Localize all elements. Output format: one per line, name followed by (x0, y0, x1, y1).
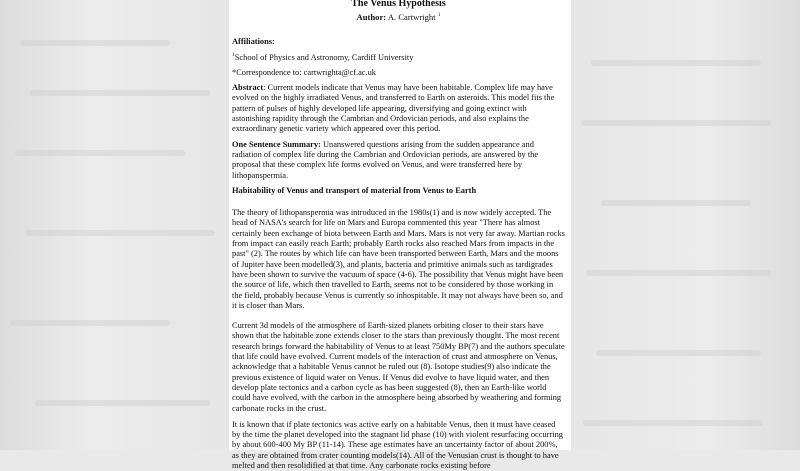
author-superscript: 1 (437, 12, 441, 19)
summary-label: One Sentence Summary: (232, 139, 321, 149)
abstract-text: : Current models indicate that Venus may have been habitable. Complex life may have evolved on the highly irradiated Venus, and transferred to Earth on asteroids. This model fits the pattern of pulses of highly developed life appearing, diversifying and going extinct with astonishing rapidity through the Cambrian and Ordovician periods, and also explains the extraordinary genetic variety which appeared over this period. (232, 83, 555, 134)
left-background (0, 0, 229, 450)
paragraph-2: Current 3d models of the atmosphere of Earth-sized planets orbiting closer to their stars have shown that the habitable zone extends closer to the stars than previously thought. The most recent research brings forward the habitability of Venus to at least 750My BP(7) and the authors speculate that life could have evolved. Current models of the interaction of crust and atmosphere on Venus, acknowledge that a habitable Venus cannot be ruled out (8). Isotope studies(9) also indicate the previous existence of liquid water on Venus. If Venus did evolve to have liquid water, and then develop plate tectonics and a carbon cycle as has been suggested (8), then an Earth-like world could have evolved, with the carbon in the atmosphere being absorbed by weathering and forming carbonate rocks in the crust. (232, 321, 565, 413)
paragraph-1: The theory of lithopanspermia was introduced in the 1980s(1) and is now widely accepted. The head of NASA's search for life on Mars and Europa commented this year "There has almost certainly been exchange of biota between Earth and Mars. Mars is not very far away. Martian rocks from impact can easily reach Earth; probably Earth rocks also reached Mars from impacts in the past" (2). The routes by which life can have been transported between Earth, Mars and the moons of Jupiter have been modelled(3), and plants, bacteria and primitive animals such as tardigrades have been shown to survive the vacuum of space (4-6). The possibility that Venus might have been the source of life, which then travelled to Earth, seems not to be considered by those working in the field, probably because Venus is currently so inhospitable. It may not always have been so, and it is closer than Mars. (232, 208, 565, 310)
one-sentence-summary (232, 140, 565, 181)
section-heading: Habitability of Venus and transport of material from Venus to Earth (232, 185, 477, 195)
affiliations-heading: Affiliations: (232, 37, 275, 47)
paper-page (229, 0, 571, 470)
paper-title: The Venus Hypothesis (351, 0, 446, 9)
affiliation-text: School of Physics and Astronomy, Cardiff University (234, 52, 414, 62)
affiliation (232, 53, 565, 63)
abstract-label: Abstract (232, 83, 264, 93)
summary-text: Unanswered questions arising from the sudden appearance and radiation of complex life during the Cambrian and Ordovician periods, are answered by the proposal that these complex life forms evolved on Venus, and were transferred here by lithopanspermia. (232, 139, 539, 180)
correspondence: *Correspondence to: cartwrighta@cf.ac.uk (232, 67, 376, 77)
paragraph-3: It is known that if plate tectonics was active early on a habitable Venus, then it must have ceased by the time the planet developed into the stagnant lid phase (10) with violent resurfacing occurring by about 600-400 My BP (11-14). These age estimates have an uncertainty factor of about 200%, as they are obtained from crater counting models(14). All of the Venusian crust is thought to have melted and then resolidified at that time. Any carbonate rocks existing before (232, 419, 563, 470)
right-background (571, 0, 800, 450)
author-line (232, 12, 565, 22)
author-name: A. Cartwright (387, 12, 436, 22)
author-label: Author: (356, 12, 387, 22)
abstract (232, 83, 565, 134)
affiliation-superscript: 1 (232, 51, 235, 58)
